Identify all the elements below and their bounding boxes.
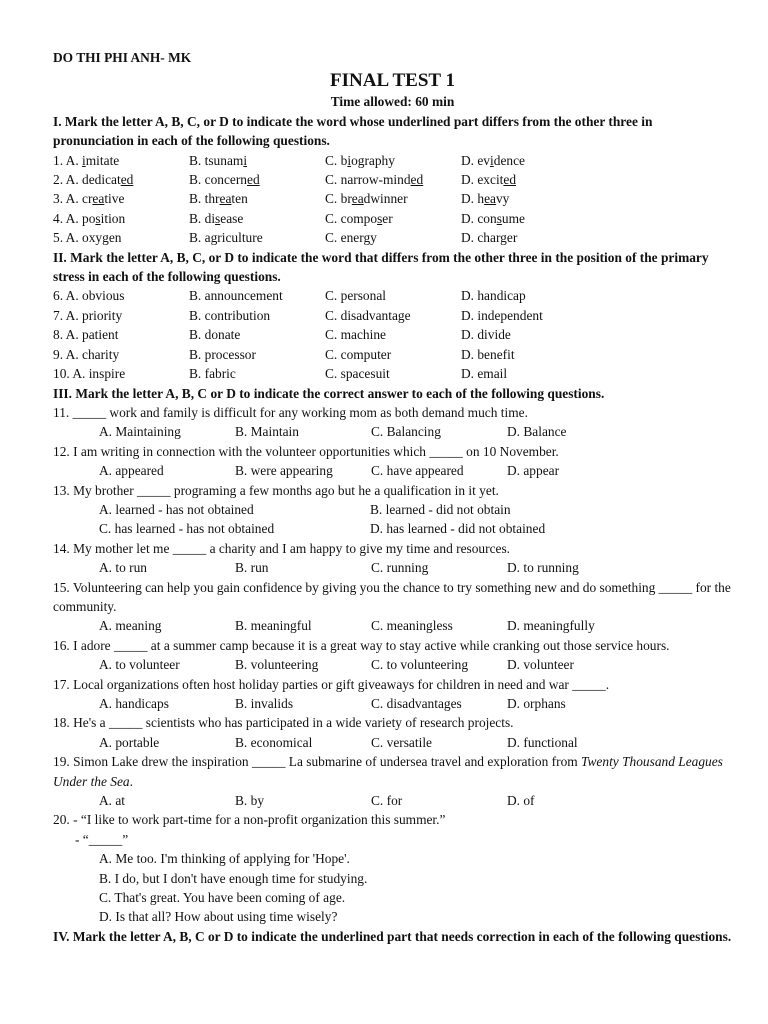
question-text: 14. My mother let me _____ a charity and I am happy to give my time and resources. [53,540,511,556]
option-a[interactable]: 3. A. creative [53,191,125,207]
option-c[interactable]: C. biography [325,152,395,168]
question-text [53,752,732,791]
option-d[interactable]: D. consume [461,210,525,226]
section-1-heading: I. Mark the letter A, B, C, or D to indicate the word whose underlined part differs from the other three in pronunciation in each of the following questions. [53,113,653,149]
question-20 [53,810,732,926]
option-b[interactable]: B. disease [189,210,244,226]
option-b[interactable]: B. meaningful [235,618,312,634]
option-d[interactable]: D. has learned - did not obtained [370,521,546,537]
option-d[interactable]: D. charger [461,230,518,246]
question-text: 17. Local organizations often host holiday parties or gift giveaways for children in need and war _____. [53,676,610,692]
option-a[interactable]: 8. A. patient [53,327,119,343]
option-d[interactable]: D. Balance [507,424,567,440]
question-row [53,325,732,344]
option-a[interactable]: A. appeared [99,463,164,479]
option-c[interactable]: C. breadwinner [325,191,408,207]
option-b[interactable]: B. economical [235,734,313,750]
author-label: DO THI PHI ANH- MK [53,50,192,65]
question-11 [53,403,732,442]
section-3-heading: III. Mark the letter A, B, C or D to indicate the correct answer to each of the following questions. [53,385,605,401]
question-row [53,306,732,325]
option-d[interactable]: D. meaningfully [507,618,595,634]
option-a[interactable]: 7. A. priority [53,307,123,323]
question-text: 20. - “I like to work part-time for a non-profit organization this summer.” [53,812,446,828]
question-15 [53,578,732,636]
option-b[interactable]: B. I do, but I don't have enough time for studying. [99,870,368,886]
question-18 [53,713,732,752]
option-b[interactable]: B. threaten [189,191,248,207]
question-row [53,189,732,208]
option-d[interactable]: D. of [507,793,535,809]
answer-options [53,461,732,480]
option-c[interactable]: C. That's great. You have been coming of age. [99,890,346,906]
option-c[interactable]: C. disadvantages [371,696,462,711]
question-text: 18. He's a _____ scientists who has participated in a wide variety of research projects. [53,715,514,731]
option-c[interactable]: C. personal [325,288,386,304]
question-16 [53,636,732,675]
question-row [53,364,732,383]
option-a[interactable]: 10. A. inspire [53,366,126,382]
option-c[interactable]: C. composer [325,210,393,226]
option-d[interactable]: D. evidence [461,152,525,168]
option-a[interactable]: 2. A. dedicated [53,172,134,188]
option-b[interactable]: B. were appearing [235,463,333,479]
option-b[interactable]: B. volunteering [235,657,319,673]
option-b[interactable]: B. concerned [189,172,260,188]
answer-options [53,616,732,635]
option-a[interactable]: A. at [99,793,126,809]
question-row [53,228,732,247]
question-text-end: . [129,773,133,789]
question-text: 11. _____ work and family is difficult for any working mom as both demand much time. [53,404,528,420]
question-17 [53,675,732,714]
option-c[interactable]: C. machine [325,327,386,343]
option-b[interactable]: B. processor [189,346,256,362]
option-b[interactable]: B. by [235,793,265,809]
answer-options [53,694,732,713]
question-12 [53,442,732,481]
option-d[interactable]: D. volunteer [507,657,574,673]
option-b[interactable]: B. contribution [189,307,271,323]
option-c[interactable]: C. versatile [371,734,432,750]
option-d[interactable]: D. functional [507,734,578,750]
question-row [53,209,732,228]
option-a[interactable]: 1. A. imitate [53,152,120,168]
option-d[interactable]: D. email [461,366,508,382]
option-c[interactable]: C. spacesuit [325,366,390,382]
option-b[interactable]: B. agriculture [189,230,263,246]
answer-options [53,558,732,577]
option-a[interactable]: A. portable [99,734,160,750]
time-allowed: Time allowed: 60 min [330,94,455,110]
option-c[interactable]: C. computer [325,346,392,362]
question-13 [53,481,732,539]
option-a[interactable]: 5. A. oxygen [53,230,122,246]
question-text: 15. Volunteering can help you gain confidence by giving you the chance to try something new and do something _____ for the community. [53,579,731,614]
option-d[interactable]: D. independent [461,307,543,323]
answer-options [53,422,732,441]
option-a[interactable]: A. to run [99,560,147,576]
dialogue-reply: - “_____” [75,831,129,847]
option-b[interactable]: B. run [235,560,269,576]
option-c[interactable]: C. energy [325,230,377,246]
question-14 [53,539,732,578]
stress-questions [53,286,732,383]
option-d[interactable]: D. orphans [507,696,566,711]
option-b[interactable]: B. fabric [189,366,236,382]
question-text: 16. I adore _____ at a summer camp because it is a great way to stay active while cranking out those service hours. [53,637,670,653]
option-c[interactable]: C. running [371,560,429,576]
option-d[interactable]: D. divide [461,327,511,343]
option-b[interactable]: B. donate [189,327,241,343]
option-c[interactable]: C. meaningless [371,618,453,634]
question-text: 13. My brother _____ programing a few months ago but he a qualification in it yet. [53,482,499,498]
question-19 [53,752,732,810]
option-d[interactable]: D. Is that all? How about using time wisely? [99,909,338,925]
option-a[interactable]: A. meaning [99,618,162,634]
page-title: FINAL TEST 1 [330,70,455,92]
answer-options [53,791,732,810]
answer-options [53,519,732,538]
question-text-part: 19. Simon Lake drew the inspiration _____ La submarine of undersea travel and exploration from [53,754,582,770]
option-d[interactable]: D. excited [461,172,517,188]
option-d[interactable]: D. benefit [461,346,515,362]
option-b[interactable]: B. tsunami [189,152,248,168]
question-row [53,345,732,364]
option-b[interactable]: B. invalids [235,696,294,711]
option-d[interactable]: D. to running [507,560,579,576]
question-row [53,170,732,189]
option-b[interactable]: B. announcement [189,288,283,304]
option-a[interactable]: A. Me too. I'm thinking of applying for 'Hope'. [99,851,350,867]
option-a[interactable]: A. to volunteer [99,657,180,673]
option-c[interactable]: C. narrow-minded [325,172,424,188]
answer-options [53,655,732,674]
answer-options [53,733,732,752]
option-b[interactable]: B. learned - did not obtain [370,501,511,517]
option-d[interactable]: D. handicap [461,288,526,304]
option-a[interactable]: 9. A. charity [53,346,120,362]
option-d[interactable]: D. heavy [461,191,510,207]
option-c[interactable]: C. for [371,793,403,809]
answer-options [53,849,732,927]
question-row [53,286,732,305]
section-2-heading: II. Mark the letter A, B, C, or D to indicate the word that differs from the other three in the position of the primary stress in each of the following questions. [53,249,709,285]
question-row [53,151,732,170]
option-c[interactable]: C. disadvantage [325,307,411,323]
option-a[interactable]: A. handicaps [99,696,169,711]
section-4-heading: IV. Mark the letter A, B, C or D to indicate the underlined part that needs correction in each of the following questions. [53,928,732,944]
option-a[interactable]: 6. A. obvious [53,288,125,304]
option-c[interactable]: C. Balancing [371,424,441,440]
option-b[interactable]: B. Maintain [235,424,299,440]
option-d[interactable]: D. appear [507,463,560,479]
question-text: 12. I am writing in connection with the volunteer opportunities which _____ on 10 November. [53,443,559,459]
option-a[interactable]: A. learned - has not obtained [99,501,254,517]
book-title: Twenty Thousand Leagues Under the Sea [53,754,723,789]
pronunciation-questions [53,151,732,248]
option-a[interactable]: 4. A. position [53,210,126,226]
option-a[interactable]: A. Maintaining [99,424,181,440]
option-c[interactable]: C. has learned - has not obtained [99,521,275,537]
option-c[interactable]: C. to volunteering [371,657,469,673]
option-c[interactable]: C. have appeared [371,463,464,479]
answer-options [53,500,732,519]
